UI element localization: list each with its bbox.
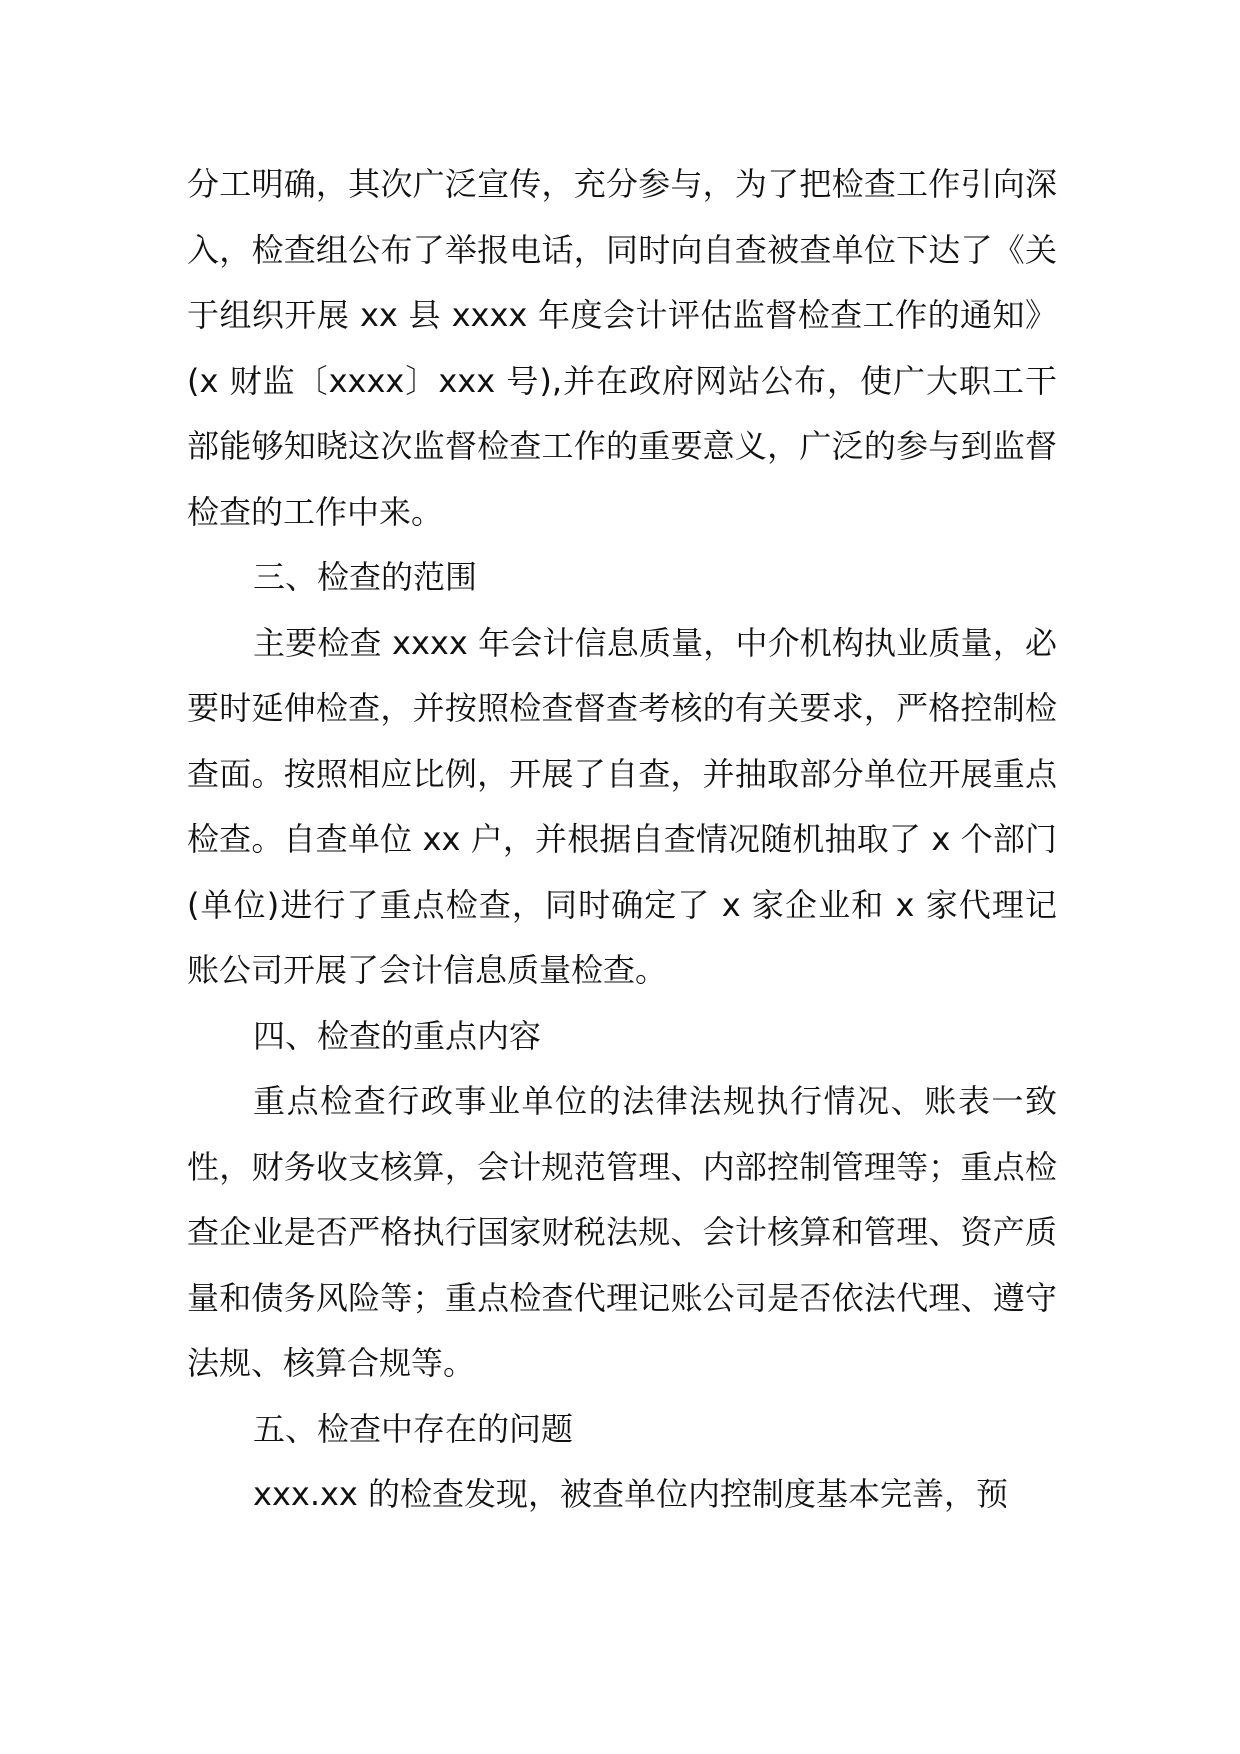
section-heading-scope: 三、检查的范围 [253, 558, 478, 596]
paragraph-scope: 主要检查 xxxx 年会计信息质量，中介机构执业质量，必要时延伸检查，并按照检查督查考核的有关要求，严格控制检查面。按照相应比例，开展了自查，并抽取部分单位开展重点检查。自查单位 xx 户，并根据自查情况随机抽取了 x 个部门(单位)进行了重点检查，同时确定了 x 家企业和 x 家代理记账公司开展了会计信息质量检查。 [187, 623, 1057, 989]
section-heading-issues: 五、检查中存在的问题 [253, 1409, 574, 1448]
paragraph-key-content: 重点检查行政事业单位的法律法规执行情况、账表一致性，财务收支核算，会计规范管理、内部控制管理等；重点检查企业是否严格执行国家财税法规、会计核算和管理、资产质量和债务风险等；重点检查代理记账公司是否依法代理、遵守法规、核算合规等。 [187, 1082, 1057, 1382]
paragraph-continuation: 分工明确，其次广泛宣传，充分参与，为了把检查工作引向深入，检查组公布了举报电话，同时向自查被查单位下达了《关于组织开展 xx 县 xxxx 年度会计评估监督检查工作的通知》(x 财监〔xxxx〕xxx 号),并在政府网站公布，使广大职工干部能够知晓这次监督检查工作的重要意义，广泛的参与到监督检查的工作中来。 [187, 165, 1057, 531]
section-heading-key-content: 四、检查的重点内容 [253, 1016, 542, 1055]
paragraph-issues: xxx.xx 的检查发现，被查单位内控制度基本完善，预 [253, 1475, 1009, 1513]
document-body [187, 152, 1057, 1528]
